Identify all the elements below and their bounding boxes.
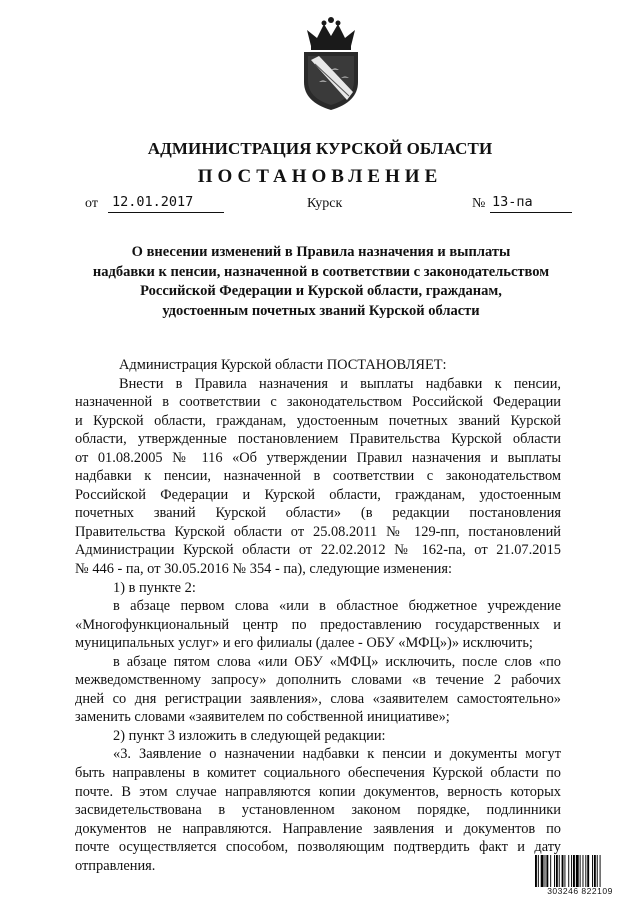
body-line: «3. Заявление о назначении надбавки к пенсии и документы могут — [113, 746, 561, 763]
barcode-image — [535, 855, 623, 887]
body-line: засвидетельствована в установленном законом порядке, подлинники — [75, 802, 561, 819]
body-line: Администрации Курской области от 22.02.2012 № 162-па, от 21.07.2015 — [75, 542, 561, 559]
body-line: быть направлены в комитет социального обеспечения Курской области по — [75, 765, 561, 782]
body-line: почте осуществляется способом, позволяющим подтвердить факт и дату — [75, 839, 561, 856]
subject-line: надбавки к пенсии, назначенной в соответствии с законодательством — [92, 263, 550, 280]
body-line: назначенной в соответствии с законодательством Российской Федерации — [75, 394, 561, 411]
body-line: отправления. — [75, 857, 156, 874]
number-prefix: № — [472, 196, 486, 211]
body-line: заменить словами «заявителем по собственной инициативе»; — [75, 709, 450, 726]
body-line: муниципальных услуг» и его филиалы (далее - ОБУ «МФЦ»)» исключить; — [75, 635, 533, 652]
body-line: 1) в пункте 2: — [113, 579, 196, 596]
body-line: почте. В этом случае направляются копии документов, верность которых — [75, 783, 561, 800]
subject-line: О внесении изменений в Правила назначения и выплаты — [131, 244, 511, 260]
subject-line: удостоенным почетных званий Курской области — [162, 302, 480, 319]
body-line: от 01.08.2005 № 116 «Об утверждении Правил назначения и выплаты — [75, 449, 561, 466]
body-line: в абзаце пятом слова «или ОБУ «МФЦ» исключить, после слов «по — [113, 653, 561, 670]
body-line: межведомственному запросу» дополнить словами «в течение 2 рабочих — [75, 672, 561, 689]
body-line: № 446 - па, от 30.05.2016 № 354 - па), следующие изменения: — [75, 561, 452, 578]
date-prefix: от — [85, 196, 98, 211]
document-body — [75, 356, 561, 875]
body-line: дней со дня регистрации заявления», слова «заявителем самостоятельно» — [75, 690, 561, 707]
document-date: 12.01.2017 — [108, 194, 224, 213]
body-line: надбавки к пенсии, назначенной в соответствии с законодательством — [75, 468, 561, 485]
body-line: в абзаце первом слова «или в областное бюджетное учреждение — [113, 598, 561, 615]
body-line: и Курской области, гражданам, удостоенным почетных званий Курской — [75, 412, 561, 429]
barcode-number: 303246 822109 — [547, 886, 613, 896]
subject-line: Российской Федерации и Курской области, гражданам, — [140, 283, 502, 299]
body-line: документов не направляются. Направление заявления и документов по — [75, 820, 561, 837]
body-line: Администрация Курской области ПОСТАНОВЛЯЕТ: — [119, 357, 447, 373]
body-line: Российской Федерации и Курской области, гражданам, удостоенным — [75, 486, 561, 503]
body-line: «Многофункциональный центр по предоставлению государственных и — [75, 616, 561, 633]
organization-title: АДМИНИСТРАЦИЯ КУРСКОЙ ОБЛАСТИ — [147, 139, 493, 158]
body-line: области, утвержденные постановлением Правительства Курской области — [75, 431, 561, 448]
coat-of-arms-emblem — [297, 16, 365, 112]
document-subject — [64, 243, 578, 321]
body-line: почетных званий Курской области» (в редакции постановления — [75, 505, 561, 522]
body-line: Правительства Курской области от 25.08.2011 № 129-пп, постановлений — [75, 523, 561, 540]
body-line: 2) пункт 3 изложить в следующей редакции: — [113, 727, 386, 744]
document-number: 13-па — [490, 194, 572, 213]
document-type-title: ПОСТАНОВЛЕНИЕ — [197, 166, 443, 187]
city-name: Курск — [307, 196, 343, 211]
body-line: Внести в Правила назначения и выплаты надбавки к пенсии, — [119, 375, 561, 392]
